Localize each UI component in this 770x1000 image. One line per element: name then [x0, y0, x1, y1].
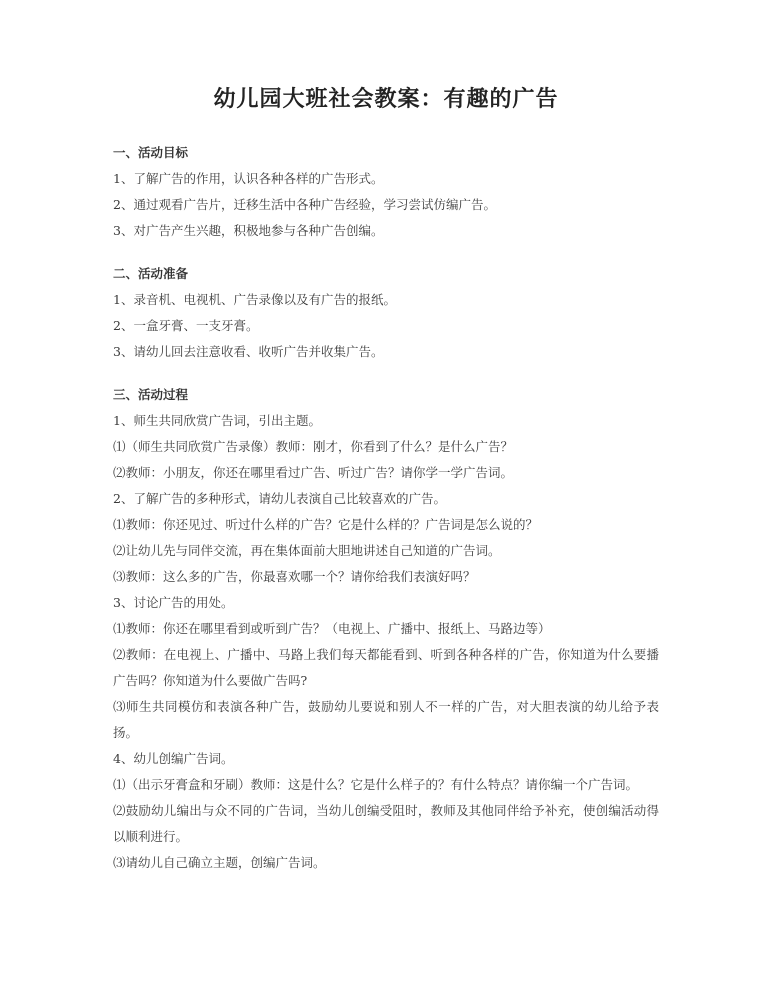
paragraph: 1、录音机、电视机、广告录像以及有广告的报纸。: [113, 292, 396, 307]
section-heading-goals: 一、活动目标: [113, 145, 189, 160]
document-title: 幼儿园大班社会教案：有趣的广告: [213, 86, 559, 112]
section-heading-process: 三、活动过程: [113, 387, 189, 402]
section-heading-preparation: 二、活动准备: [113, 266, 189, 281]
paragraph: ⑴（出示牙膏盒和牙刷）教师：这是什么？它是什么样子的？有什么特点？请你编一个广告词。: [113, 777, 639, 792]
section-activity-process: [113, 382, 659, 876]
paragraph: 3、讨论广告的用处。: [113, 595, 234, 610]
paragraph: ⑶师生共同模仿和表演各种广告，鼓励幼儿要说和别人不一样的广告，对大胆表演的幼儿给予表扬。: [113, 699, 659, 740]
section-activity-goals: [113, 140, 659, 244]
paragraph: 2、通过观看广告片，迁移生活中各种广告经验，学习尝试仿编广告。: [113, 197, 496, 212]
paragraph: 3、请幼儿回去注意收看、收听广告并收集广告。: [113, 344, 384, 359]
paragraph: ⑶教师：这么多的广告，你最喜欢哪一个？请你给我们表演好吗？: [113, 569, 476, 584]
paragraph: ⑵鼓励幼儿编出与众不同的广告词，当幼儿创编受阻时，教师及其他同伴给予补充，使创编活动得以顺利进行。: [113, 803, 659, 844]
paragraph: ⑵教师：在电视上、广播中、马路上我们每天都能看到、听到各种各样的广告，你知道为什么要播广告吗？你知道为什么要做广告吗?: [113, 647, 659, 688]
paragraph: ⑵教师：小朋友，你还在哪里看过广告、听过广告？请你学一学广告词。: [113, 465, 514, 480]
paragraph: 4、幼儿创编广告词。: [113, 751, 234, 766]
section-activity-preparation: [113, 261, 659, 365]
paragraph: 1、师生共同欣赏广告词，引出主题。: [113, 413, 321, 428]
paragraph: 2、了解广告的多种形式，请幼儿表演自己比较喜欢的广告。: [113, 491, 446, 506]
paragraph: ⑴教师：你还在哪里看到或听到广告？（电视上、广播中、报纸上、马路边等）: [113, 621, 551, 636]
paragraph: 3、对广告产生兴趣，积极地参与各种广告创编。: [113, 223, 384, 238]
paragraph: 1、了解广告的作用，认识各种各样的广告形式。: [113, 171, 384, 186]
paragraph: ⑴教师：你还见过、听过什么样的广告？它是什么样的？广告词是怎么说的？: [113, 517, 539, 532]
paragraph: ⑶请幼儿自己确立主题，创编广告词。: [113, 855, 326, 870]
paragraph: ⑵让幼儿先与同伴交流，再在集体面前大胆地讲述自己知道的广告词。: [113, 543, 501, 558]
paragraph: 2、一盒牙膏、一支牙膏。: [113, 318, 259, 333]
paragraph: ⑴（师生共同欣赏广告录像）教师：刚才，你看到了什么？是什么广告？: [113, 439, 514, 454]
